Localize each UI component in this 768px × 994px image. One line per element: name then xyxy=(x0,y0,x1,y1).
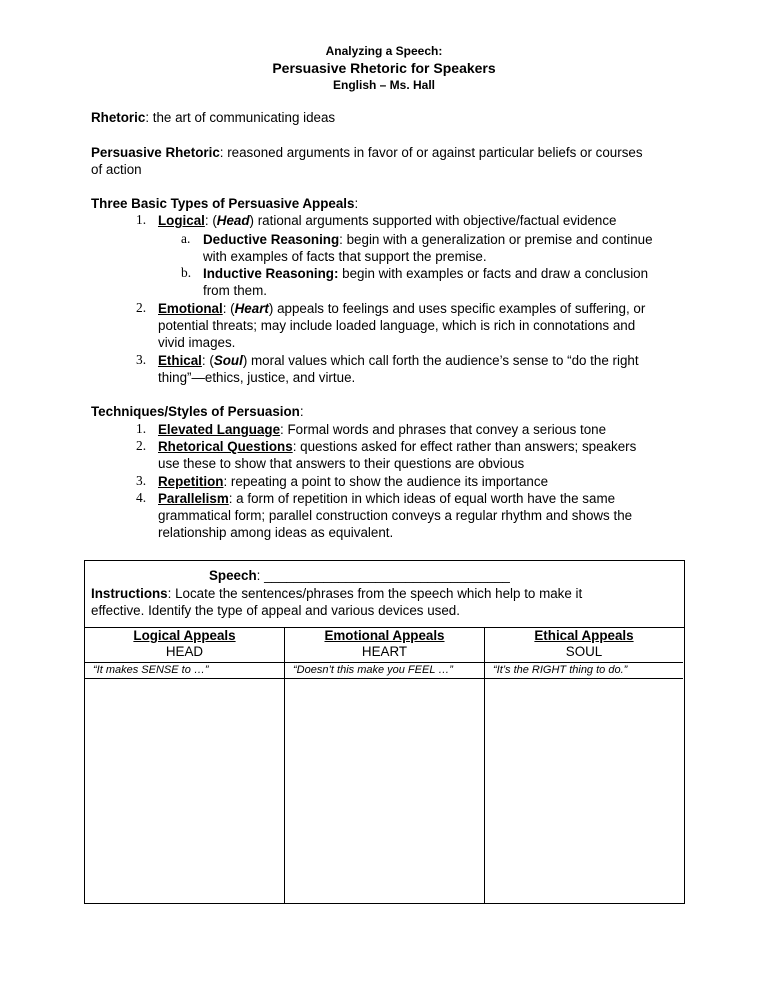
subitem-letter: b. xyxy=(181,265,192,280)
technique-parallelism: Parallelism: a form of repetition in which ideas of equal worth have the same grammatical form; parallel construction conveys a regular rhythm and shows the relationship among ideas as equivalent. xyxy=(158,491,633,540)
technique-rhetorical-questions: Rhetorical Questions: questions asked for effect rather than answers; speakers use these to show that answers to their questions are obvious xyxy=(158,439,637,471)
appeal-number: 2. xyxy=(136,300,147,315)
technique-number: 2. xyxy=(136,438,147,453)
persuasive-def-1: : reasoned arguments in favor of or against particular beliefs or courses xyxy=(219,145,643,160)
appeal-logical: Logical: (Head) rational arguments supported with objective/factual evidence xyxy=(158,213,617,228)
column-logical[interactable] xyxy=(85,627,285,903)
appeal-number: 1. xyxy=(136,212,147,227)
persuasive-term: Persuasive Rhetoric xyxy=(91,145,220,160)
technique-elevated-language: Elevated Language: Formal words and phrases that convey a serious tone xyxy=(158,422,607,437)
subitem-inductive: Inductive Reasoning: begin with examples or facts and draw a conclusion from them. xyxy=(203,266,649,298)
techniques-heading: Techniques/Styles of Persuasion: xyxy=(91,404,304,419)
speech-blank-line[interactable]: : _________________________________ xyxy=(256,568,510,583)
instructions-label: Instructions xyxy=(91,586,168,601)
doc-course: English – Ms. Hall xyxy=(332,78,436,92)
appeal-emotional: Emotional: (Heart) appeals to feelings and uses specific examples of suffering, or potential threats; may include loaded language, which is rich in connotations and vivid images. xyxy=(158,301,646,350)
appeals-heading: Three Basic Types of Persuasive Appeals: xyxy=(91,196,359,211)
speech-analysis-table xyxy=(84,560,685,904)
column-quote: “It makes SENSE to …” xyxy=(85,662,284,679)
appeal-number: 3. xyxy=(136,352,147,367)
appeal-ethical: Ethical: (Soul) moral values which call forth the audience’s sense to “do the right thing”—ethics, justice, and virtue. xyxy=(158,353,639,385)
technique-number: 4. xyxy=(136,490,147,505)
persuasive-rhetoric-definition xyxy=(91,144,721,178)
persuasive-def-2: of action xyxy=(91,162,142,177)
technique-number: 1. xyxy=(136,421,147,436)
instructions: Instructions: Locate the sentences/phrases from the speech which help to make it effective. Identify the type of appeal and various devices used. xyxy=(91,586,583,618)
technique-repetition: Repetition: repeating a point to show the audience its importance xyxy=(158,474,549,489)
rhetoric-term: Rhetoric xyxy=(91,110,146,125)
speech-label: Speech xyxy=(209,568,257,583)
subitem-deductive: Deductive Reasoning: begin with a generalization or premise and continue with examples of facts that support the premise. xyxy=(203,232,653,264)
rhetoric-def: : the art of communicating ideas xyxy=(145,110,336,125)
table-instructions-cell xyxy=(85,561,684,628)
column-header: Logical Appeals HEAD xyxy=(133,628,236,659)
rhetoric-definition xyxy=(91,109,721,126)
column-header: Emotional Appeals HEART xyxy=(324,628,445,659)
column-emotional[interactable] xyxy=(285,627,485,903)
column-quote: “Doesn’t this make you FEEL …” xyxy=(285,662,484,679)
column-quote: “It’s the RIGHT thing to do.” xyxy=(485,662,683,679)
column-header: Ethical Appeals SOUL xyxy=(534,628,634,659)
column-ethical[interactable] xyxy=(485,627,683,903)
speech-field[interactable] xyxy=(209,568,510,583)
doc-title: Persuasive Rhetoric for Speakers xyxy=(272,60,496,76)
technique-number: 3. xyxy=(136,473,147,488)
doc-header-line1: Analyzing a Speech: xyxy=(325,44,443,58)
subitem-letter: a. xyxy=(181,231,191,246)
